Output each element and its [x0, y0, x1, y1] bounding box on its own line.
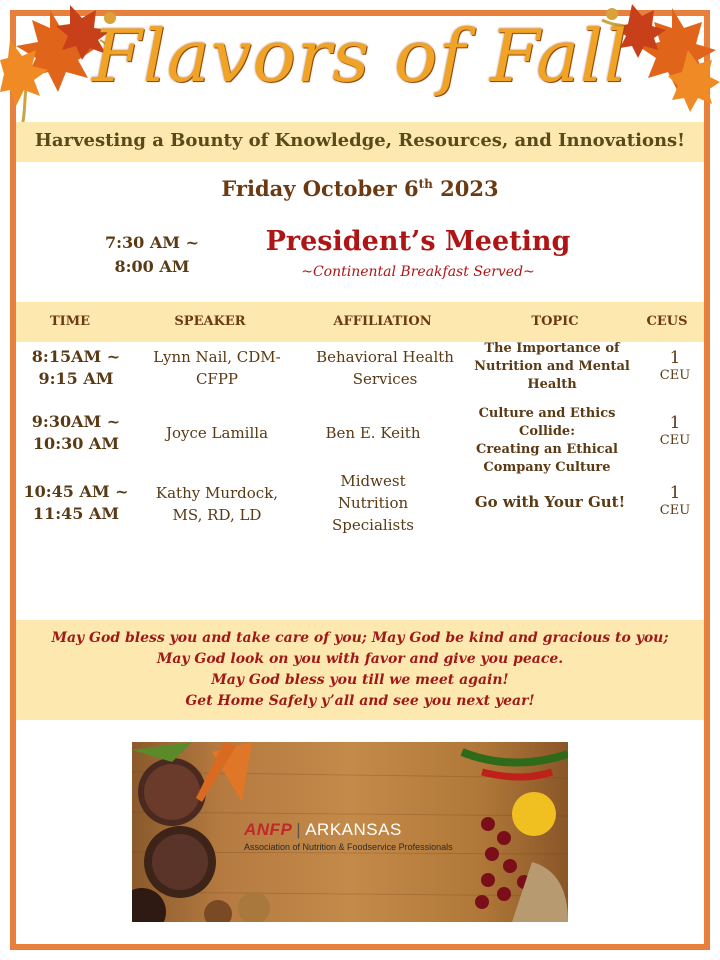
- blessing-line4: Get Home Safely y’all and see you next year!: [185, 693, 535, 709]
- logo-tagline: Association of Nutrition & Foodservice Professionals: [244, 842, 453, 852]
- row-3-aff-line1: Midwest: [340, 472, 406, 490]
- header-speaker: SPEAKER: [174, 314, 246, 329]
- row-3-speaker-line1: Kathy Murdock,: [155, 484, 279, 502]
- table-row-3-speaker: [140, 482, 294, 526]
- row-1-time-line2: 9:15 AM: [38, 369, 114, 388]
- logo-separator: |: [296, 820, 302, 839]
- table-row-2-time: [20, 411, 132, 455]
- row-2-topic-line2: Creating an Ethical: [476, 442, 618, 457]
- event-date: [0, 176, 720, 201]
- row-1-aff-line2: Services: [352, 370, 418, 388]
- row-1-ceu-number: 1: [669, 348, 681, 368]
- event-date-suffix: th: [418, 177, 433, 191]
- pm-time-line1: 7:30 AM ~: [105, 233, 199, 252]
- row-1-topic-line2: Nutrition and Mental: [474, 359, 630, 374]
- row-3-ceu-number: 1: [669, 483, 681, 503]
- row-1-speaker-line2: CFPP: [195, 370, 239, 388]
- row-2-time-line1: 9:30AM ~: [31, 412, 121, 431]
- event-date-day: Friday October 6: [221, 176, 419, 201]
- anfp-brand: ANFP: [244, 820, 293, 839]
- logo-state: ARKANSAS: [305, 820, 402, 839]
- row-3-topic-line1: Go with Your Gut!: [474, 493, 626, 511]
- table-row-1-time: [20, 346, 132, 390]
- row-1-speaker-line1: Lynn Nail, CDM-: [153, 348, 281, 366]
- presidents-meeting-time: [92, 231, 212, 279]
- row-3-aff-line3: Specialists: [332, 516, 414, 534]
- presidents-meeting-subtitle: ~Continental Breakfast Served~: [301, 264, 535, 280]
- row-2-time-line2: 10:30 AM: [32, 434, 120, 453]
- presidents-meeting-title: President’s Meeting: [265, 226, 571, 257]
- table-row-3-topic: [460, 493, 640, 511]
- pm-time-line2: 8:00 AM: [114, 257, 190, 276]
- row-3-aff-line2: Nutrition: [337, 494, 409, 512]
- table-row-2-topic: [452, 405, 642, 477]
- row-1-ceu-label: CEU: [659, 368, 691, 383]
- table-row-1-affiliation: [300, 346, 470, 390]
- row-2-topic-line1: Culture and Ethics Collide:: [478, 406, 616, 439]
- blessing-line2: May God look on you with favor and give you peace.: [156, 651, 564, 667]
- row-2-aff-line1: Ben E. Keith: [325, 424, 421, 442]
- blessing-text: [16, 628, 704, 712]
- row-3-ceu-label: CEU: [659, 503, 691, 518]
- event-date-year: 2023: [432, 176, 499, 201]
- row-1-time-line1: 8:15AM ~: [31, 347, 121, 366]
- row-3-time-line1: 10:45 AM ~: [23, 482, 129, 501]
- table-row-1-topic: [470, 340, 634, 394]
- table-row-3-ceus: [650, 483, 700, 518]
- row-2-topic-line3: Company Culture: [483, 460, 611, 475]
- row-1-topic-line3: Health: [527, 377, 577, 392]
- row-2-speaker-line1: Joyce Lamilla: [165, 424, 269, 442]
- header-time: TIME: [49, 314, 91, 329]
- row-2-ceu-number: 1: [669, 413, 681, 433]
- table-row-1-ceus: [650, 348, 700, 383]
- table-row-3-time: [20, 481, 132, 525]
- header-topic: TOPIC: [531, 314, 579, 329]
- header-affiliation: AFFILIATION: [333, 314, 432, 329]
- row-3-time-line2: 11:45 AM: [32, 504, 120, 523]
- table-row-2-affiliation: [300, 422, 446, 444]
- anfp-logo: [244, 820, 402, 840]
- table-row-2-ceus: [650, 413, 700, 448]
- table-row-2-speaker: [140, 422, 294, 444]
- table-row-1-speaker: [140, 346, 294, 390]
- row-1-topic-line1: The Importance of: [484, 341, 620, 356]
- row-3-speaker-line2: MS, RD, LD: [172, 506, 262, 524]
- row-2-ceu-label: CEU: [659, 433, 691, 448]
- table-row-3-affiliation: [300, 470, 446, 536]
- blessing-line1: May God bless you and take care of you; May God be kind and gracious to you;: [51, 630, 669, 646]
- page-title: Flavors of Fall: [91, 14, 629, 98]
- page-subtitle: Harvesting a Bounty of Knowledge, Resources, and Innovations!: [34, 130, 686, 151]
- blessing-line3: May God bless you till we meet again!: [211, 672, 509, 688]
- row-1-aff-line1: Behavioral Health: [316, 348, 454, 366]
- header-ceus: CEUS: [646, 314, 688, 329]
